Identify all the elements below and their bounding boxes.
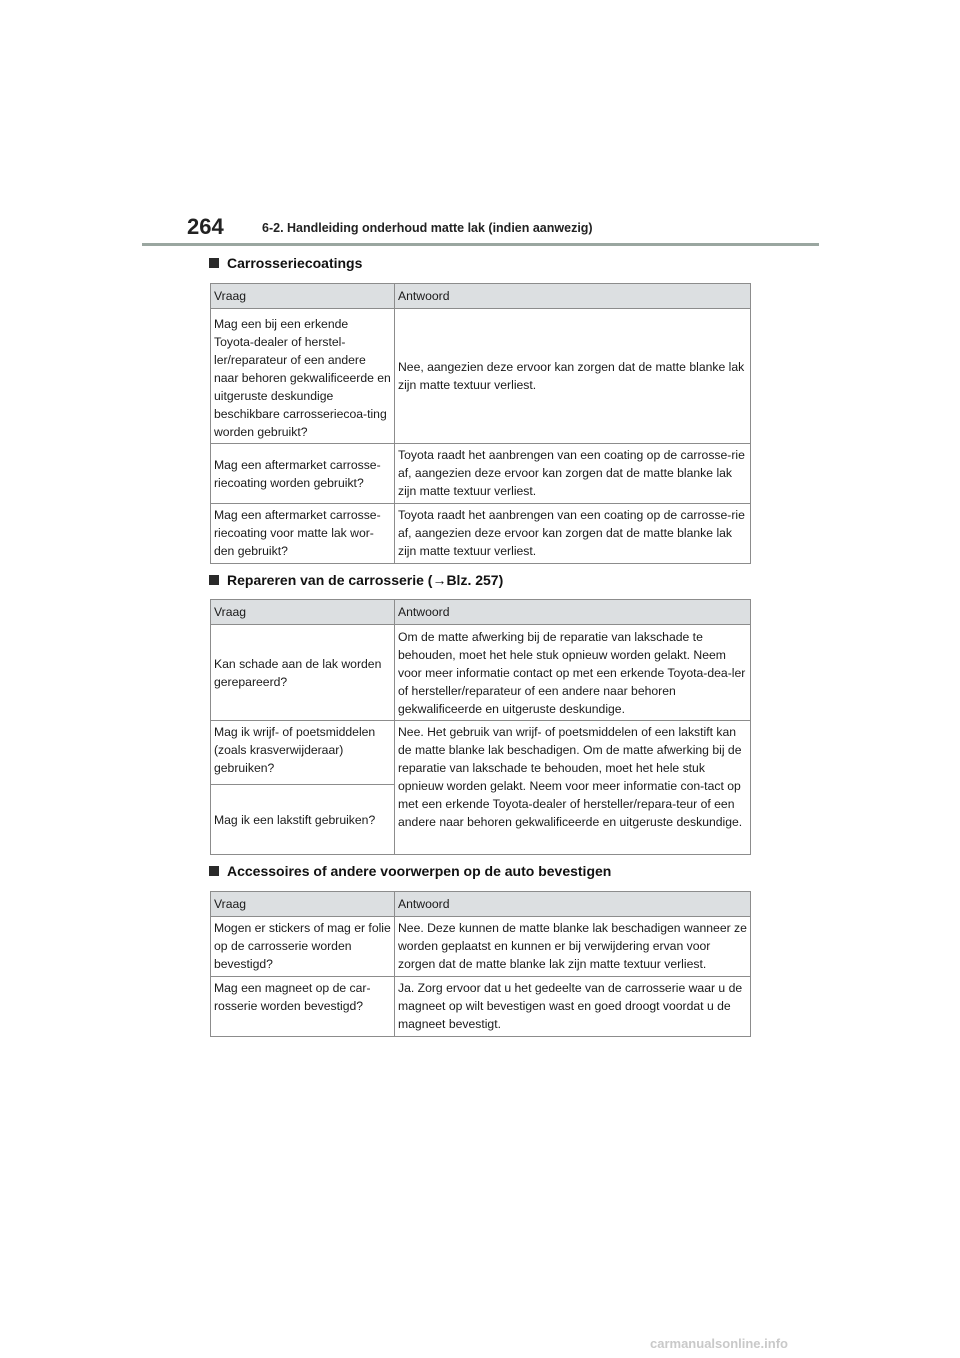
- table-row: [211, 444, 751, 504]
- question-cell: Mag ik wrijf- of poetsmiddelen (zoals krasverwijderaar) gebruiken?: [211, 721, 395, 785]
- table-row: [211, 917, 751, 977]
- table-row: [211, 504, 751, 564]
- column-header-vraag: Vraag: [211, 600, 395, 625]
- answer-cell: Nee. Deze kunnen de matte blanke lak beschadigen wanneer ze worden geplaatst en kunnen er bij verwijdering ervan voor zorgen dat de matte blanke lak zijn matte textuur verliest.: [395, 917, 751, 977]
- question-cell: Mag een magneet op de car-rosserie worden bevestigd?: [211, 977, 395, 1037]
- section-heading-repareren: [209, 572, 503, 588]
- section-heading-text: Carrosseriecoatings: [227, 255, 363, 271]
- answer-cell: Toyota raadt het aanbrengen van een coating op de carrosse-rie af, aangezien deze ervoor kan zorgen dat de matte blanke lak zijn matte textuur verliest.: [395, 504, 751, 564]
- table-header-row: [211, 600, 751, 625]
- question-cell: Mag een bij een erkende Toyota-dealer of herstel-ler/reparateur of een andere naar behoren gekwalificeerde en uitgeruste deskundige beschikbare carrosseriecoa-ting worden gebruikt?: [211, 309, 395, 444]
- table-row: [211, 625, 751, 721]
- question-cell: Mag een aftermarket carrosse-riecoating voor matte lak wor-den gebruikt?: [211, 504, 395, 564]
- qa-table-repareren: [210, 599, 751, 855]
- answer-cell: Ja. Zorg ervoor dat u het gedeelte van de carrosserie waar u de magneet op wilt bevestigen wast en goed droogt voordat u de magneet bevestigt.: [395, 977, 751, 1037]
- column-header-antwoord: Antwoord: [395, 600, 751, 625]
- section-heading-accessoires: [209, 863, 611, 879]
- square-bullet-icon: [209, 575, 219, 585]
- section-heading-carrosseriecoatings: [209, 255, 362, 271]
- square-bullet-icon: [209, 258, 219, 268]
- watermark-logo: carmanualsonline.info: [650, 1336, 788, 1351]
- question-cell: Kan schade aan de lak worden gerepareerd?: [211, 625, 395, 721]
- section-heading-text: Repareren van de carrosserie (→Blz. 257): [227, 572, 504, 588]
- chapter-title: 6-2. Handleiding onderhoud matte lak (indien aanwezig): [262, 221, 593, 235]
- answer-cell: Toyota raadt het aanbrengen van een coating op de carrosse-rie af, aangezien deze ervoor kan zorgen dat de matte blanke lak zijn matte textuur verliest.: [395, 444, 751, 504]
- question-cell: Mag een aftermarket carrosse-riecoating worden gebruikt?: [211, 444, 395, 504]
- table-row: [211, 721, 751, 785]
- answer-cell: Nee. Het gebruik van wrijf- of poetsmiddelen of een lakstift kan de matte blanke lak beschadigen. Om de matte afwerking bij de reparatie van lakschade te behouden, moet het hele stuk opnieuw worden gelakt. Neem voor meer informatie con-tact op met een erkende Toyota-dealer of hersteller/repara-teur of een andere naar behoren gekwalificeerde en uitgeruste deskundige.: [395, 721, 751, 855]
- column-header-antwoord: Antwoord: [395, 284, 751, 309]
- qa-table-accessoires: [210, 891, 751, 1037]
- square-bullet-icon: [209, 866, 219, 876]
- page-number: 264: [187, 214, 224, 239]
- column-header-vraag: Vraag: [211, 284, 395, 309]
- column-header-vraag: Vraag: [211, 892, 395, 917]
- section-heading-text: Accessoires of andere voorwerpen op de auto bevestigen: [227, 863, 612, 879]
- question-cell: Mag ik een lakstift gebruiken?: [211, 785, 395, 855]
- column-header-antwoord: Antwoord: [395, 892, 751, 917]
- qa-table-coatings: [210, 283, 751, 564]
- header-divider: [142, 243, 819, 246]
- answer-cell: Om de matte afwerking bij de reparatie van lakschade te behouden, moet het hele stuk opnieuw worden gelakt. Neem voor meer informatie contact op met een erkende Toyota-dea-ler of hersteller/reparateur of een andere naar behoren gekwalificeerde en uitgeruste deskundige.: [395, 625, 751, 721]
- table-header-row: [211, 284, 751, 309]
- table-row: [211, 977, 751, 1037]
- question-cell: Mogen er stickers of mag er folie op de carrosserie worden bevestigd?: [211, 917, 395, 977]
- table-header-row: [211, 892, 751, 917]
- answer-cell: Nee, aangezien deze ervoor kan zorgen dat de matte blanke lak zijn matte textuur verliest.: [395, 309, 751, 444]
- table-row: [211, 309, 751, 444]
